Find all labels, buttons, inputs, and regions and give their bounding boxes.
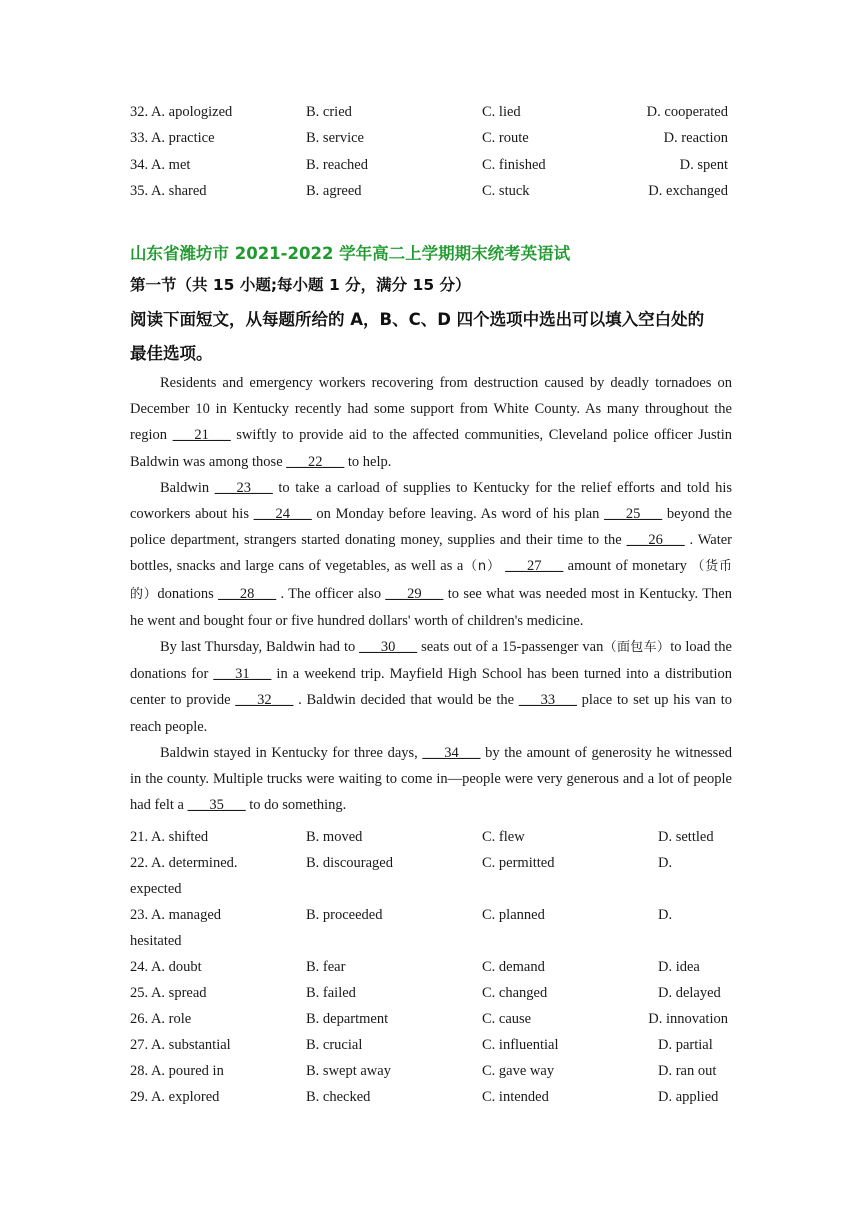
question-row-34	[0, 157, 860, 183]
blank-21: ___21___	[172, 427, 231, 444]
option-b: B. agreed	[306, 183, 362, 199]
passage-text: Baldwin stayed in Kentucky for three days,	[160, 744, 423, 761]
blank-28: ___28___	[218, 585, 277, 602]
passage-text: beyond the police department, strangers started donating money, supplies and their time to the	[130, 506, 732, 549]
option-c: C. permitted	[482, 855, 555, 871]
option-a: 24. A. doubt	[130, 959, 202, 975]
option-b: B. moved	[306, 829, 363, 845]
option-d: D. delayed	[658, 985, 721, 1001]
option-c: C. gave way	[482, 1063, 555, 1079]
question-row-24	[0, 959, 860, 985]
paragraph-2	[130, 475, 732, 634]
passage-text: swiftly to provide aid to the affected communities, Cleveland police officer Justin Baldwin was among those	[130, 427, 732, 470]
option-b: B. proceeded	[306, 907, 383, 923]
question-row-29	[0, 1089, 860, 1115]
passage-text: place to set up his van to reach people.	[130, 692, 732, 735]
question-row-26	[0, 1011, 860, 1037]
option-c: C. changed	[482, 985, 548, 1001]
option-c: C. stuck	[482, 183, 530, 199]
passage-text: to see what was needed most in Kentucky. Then he went and bought four or five hundred dollars' worth of children's medicine.	[130, 585, 732, 629]
option-d-continued: expected	[130, 881, 182, 897]
option-b: B. checked	[306, 1089, 371, 1105]
blank-35: ___35___	[187, 797, 246, 814]
option-a: 22. A. determined.	[130, 855, 238, 871]
option-c: C. finished	[482, 157, 546, 173]
blank-25: ___25___	[604, 506, 663, 523]
passage-text: . Baldwin decided that would be the	[293, 692, 519, 709]
option-a: 23. A. managed	[130, 907, 222, 923]
option-d: D.	[658, 907, 673, 923]
blank-27: ___27___	[505, 558, 564, 575]
option-d: D.	[658, 855, 673, 871]
section-heading: 第一节（共 15 小题;每小题 1 分，满分 15 分）	[130, 276, 471, 294]
question-row-21	[0, 829, 860, 855]
passage-text: to take a carload of supplies to Kentucky for the relief efforts and told his coworkers about his	[130, 479, 732, 523]
passage-text: Residents and emergency workers recovering from destruction caused by deadly tornadoes on December 10 in Kentucky recently had some support from White County. As many throughout the region	[130, 375, 732, 444]
paragraph-3	[130, 634, 732, 740]
option-c: C. lied	[482, 104, 521, 120]
option-d: D. reaction	[663, 130, 728, 146]
question-row-27	[0, 1037, 860, 1063]
instruction-line-2: 最佳选项。	[130, 344, 213, 363]
option-a: 32. A. apologized	[130, 104, 233, 120]
option-b: B. crucial	[306, 1037, 363, 1053]
blank-31: ___31___	[213, 666, 272, 683]
passage-text: donations	[157, 585, 219, 602]
cloze-passage	[130, 370, 732, 818]
blank-26: ___26___	[626, 532, 685, 549]
blank-24: ___24___	[253, 506, 312, 523]
blank-30: ___30___	[359, 639, 418, 656]
option-d: D. innovation	[648, 1011, 728, 1027]
option-b: B. swept away	[306, 1063, 391, 1079]
option-a: 21. A. shifted	[130, 829, 209, 845]
passage-text: to do something.	[245, 797, 347, 814]
passage-text: by the amount of generosity he witnessed in the county. Multiple trucks were waiting to come in—people were very generous and a lot of people had felt a	[130, 744, 733, 814]
blank-22: ___22___	[286, 453, 345, 470]
passage-text: Baldwin	[160, 479, 215, 496]
option-c: C. cause	[482, 1011, 532, 1027]
exam-title: 山东省潍坊市 2021-2022 学年高二上学期期末统考英语试	[130, 244, 571, 263]
option-b: B. reached	[306, 157, 368, 173]
option-c: C. intended	[482, 1089, 549, 1105]
blank-32: ___32___	[235, 692, 294, 709]
option-d-continued: hesitated	[130, 933, 182, 949]
option-b: B. cried	[306, 104, 352, 120]
option-b: B. failed	[306, 985, 356, 1001]
option-d: D. partial	[658, 1037, 713, 1053]
option-b: B. fear	[306, 959, 346, 975]
option-c: C. flew	[482, 829, 525, 845]
option-a: 29. A. explored	[130, 1089, 220, 1105]
option-a: 28. A. poured in	[130, 1063, 224, 1079]
question-row-33	[0, 130, 860, 156]
option-c: C. demand	[482, 959, 545, 975]
option-d: D. settled	[658, 829, 714, 845]
passage-text: on Monday before leaving. As word of his plan	[311, 506, 605, 523]
passage-gloss: （货币的）	[130, 559, 732, 602]
passage-text: . The officer also	[276, 585, 386, 602]
paragraph-4	[130, 740, 732, 819]
option-a: 34. A. met	[130, 157, 191, 173]
passage-text: seats out of a 15-passenger van	[417, 639, 604, 656]
option-d: D. exchanged	[648, 183, 728, 199]
option-c: C. planned	[482, 907, 545, 923]
option-d: D. applied	[658, 1089, 719, 1105]
passage-text: . Water bottles, snacks and large cans of vegetables, as well as a	[130, 532, 732, 575]
option-b: B. discouraged	[306, 855, 393, 871]
question-row-32	[0, 104, 860, 130]
passage-text: By last Thursday, Baldwin had to	[160, 639, 360, 656]
question-row-35	[0, 183, 860, 209]
option-d: D. idea	[658, 959, 700, 975]
option-a: 33. A. practice	[130, 130, 215, 146]
question-row-23	[0, 907, 860, 933]
instruction-line-1: 阅读下面短文，从每题所给的 A，B、C、D 四个选项中选出可以填入空白处的	[130, 310, 705, 329]
option-a: 25. A. spread	[130, 985, 207, 1001]
question-row-25	[0, 985, 860, 1011]
passage-gloss: （面包车）	[603, 640, 671, 656]
blank-34: ___34___	[422, 744, 481, 761]
option-b: B. service	[306, 130, 364, 146]
blank-33: ___33___	[518, 692, 577, 709]
question-row-22	[0, 855, 860, 881]
option-a: 26. A. role	[130, 1011, 192, 1027]
option-a: 27. A. substantial	[130, 1037, 231, 1053]
passage-text: to load the donations for	[130, 639, 732, 683]
paragraph-1	[130, 370, 732, 475]
option-d: D. ran out	[658, 1063, 717, 1079]
blank-23: ___23___	[214, 479, 273, 496]
option-d: D. cooperated	[646, 104, 728, 120]
question-row-28	[0, 1063, 860, 1089]
passage-text: to help.	[344, 453, 392, 470]
passage-text: in a weekend trip. Mayfield High School has been turned into a distribution center to provide	[130, 666, 732, 709]
option-d: D. spent	[679, 157, 728, 173]
passage-text: amount of monetary	[563, 558, 687, 575]
blank-29: ___29___	[385, 585, 444, 602]
passage-text: （n）	[463, 559, 501, 575]
option-c: C. route	[482, 130, 529, 146]
option-a: 35. A. shared	[130, 183, 207, 199]
option-c: C. influential	[482, 1037, 559, 1053]
option-b: B. department	[306, 1011, 389, 1027]
